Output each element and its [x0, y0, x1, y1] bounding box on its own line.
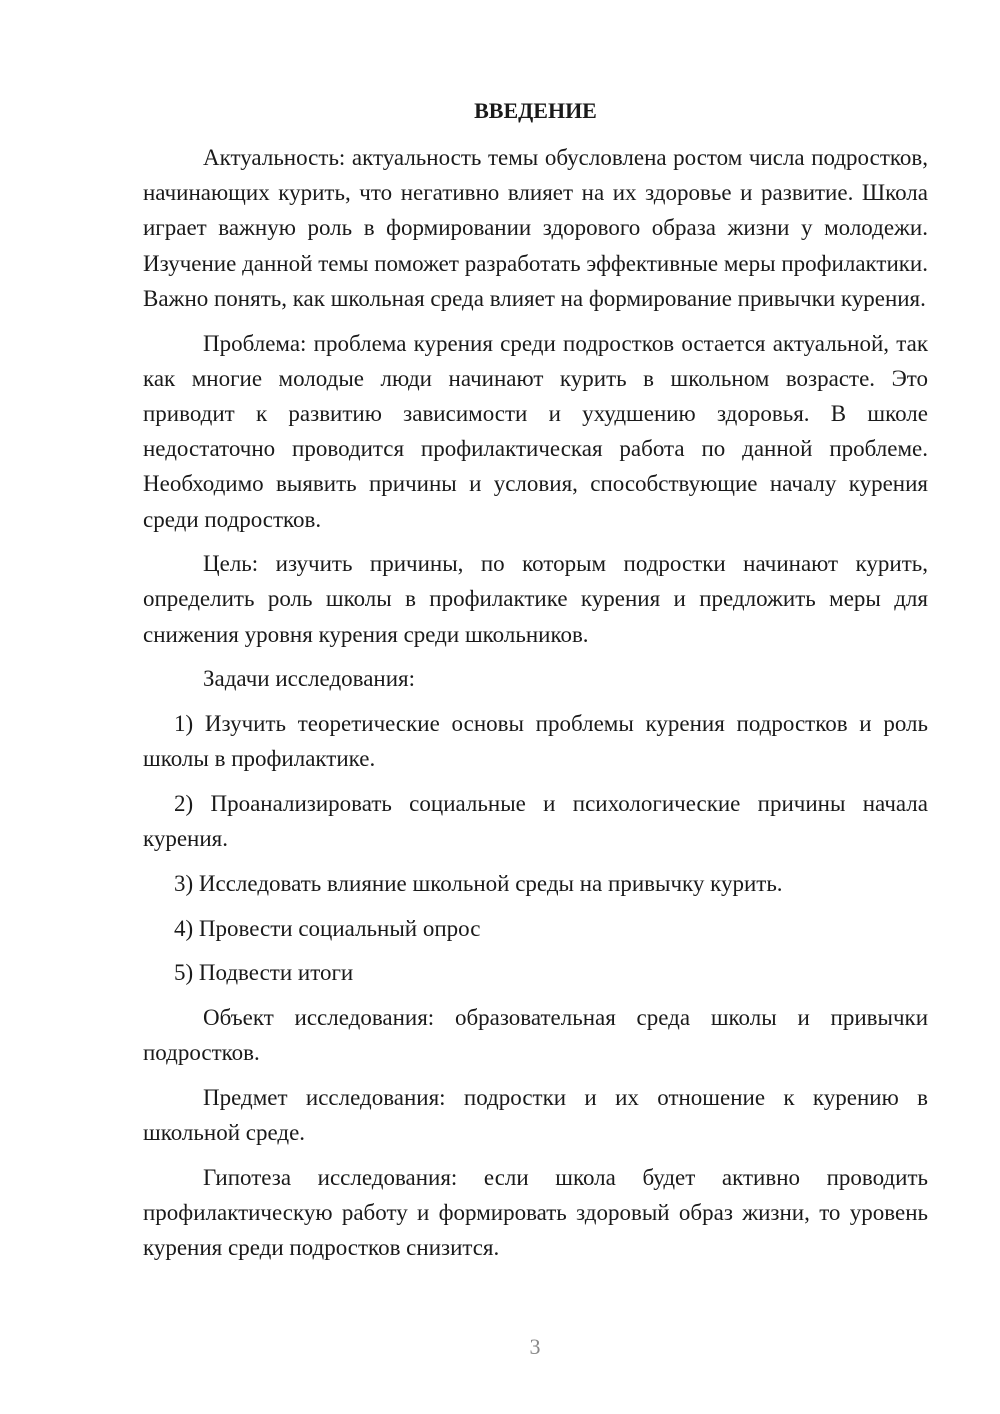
task-item-1: 1) Изучить теоретические основы проблемы курения подростков и роль школы в профилактике. — [143, 711, 928, 772]
task-item-2: 2) Проанализировать социальные и психологические причины начала курения. — [143, 790, 928, 852]
problem-paragraph: Проблема: проблема курения среди подростков остается актуальной, так как многие молодые люди начинают курить в школьном возрасте. Это приводит к развитию зависимости и ухудшению здоровья. В школе недостаточно проводится профилактическая работа по данной проблеме. Необходимо выявить причины и условия, способствующие началу курения среди подростков. — [143, 330, 928, 532]
task-item-5: 5) Подвести итоги — [174, 960, 354, 986]
relevance-paragraph: Актуальность: актуальность темы обусловлена ростом числа подростков, начинающих курить, что негативно влияет на их здоровье и развитие. Школа играет важную роль в формировании здорового образа жизни у молодежи. Изучение данной темы поможет разработать эффективные меры профилактики. Важно понять, как школьная среда влияет на формирование привычки курения. — [143, 145, 928, 311]
hypothesis-paragraph: Гипотеза исследования: если школа будет активно проводить профилактическую работу и формировать здоровый образ жизни, то уровень курения среди подростков снизится. — [143, 1164, 928, 1261]
page-number: 3 — [529, 1334, 541, 1359]
task-item-3: 3) Исследовать влияние школьной среды на привычку курить. — [174, 870, 783, 896]
task-item-4: 4) Провести социальный опрос — [174, 915, 481, 941]
object-paragraph: Объект исследования: образовательная среда школы и привычки подростков. — [143, 1004, 928, 1066]
page-title: ВВЕДЕНИЕ — [474, 98, 597, 123]
tasks-heading: Задачи исследования: — [203, 666, 416, 692]
document-page — [143, 96, 928, 1275]
subject-paragraph: Предмет исследования: подростки и их отношение к курению в школьной среде. — [143, 1084, 928, 1146]
goal-paragraph: Цель: изучить причины, по которым подростки начинают курить, определить роль школы в профилактике курения и предложить меры для снижения уровня курения среди школьников. — [143, 551, 928, 647]
